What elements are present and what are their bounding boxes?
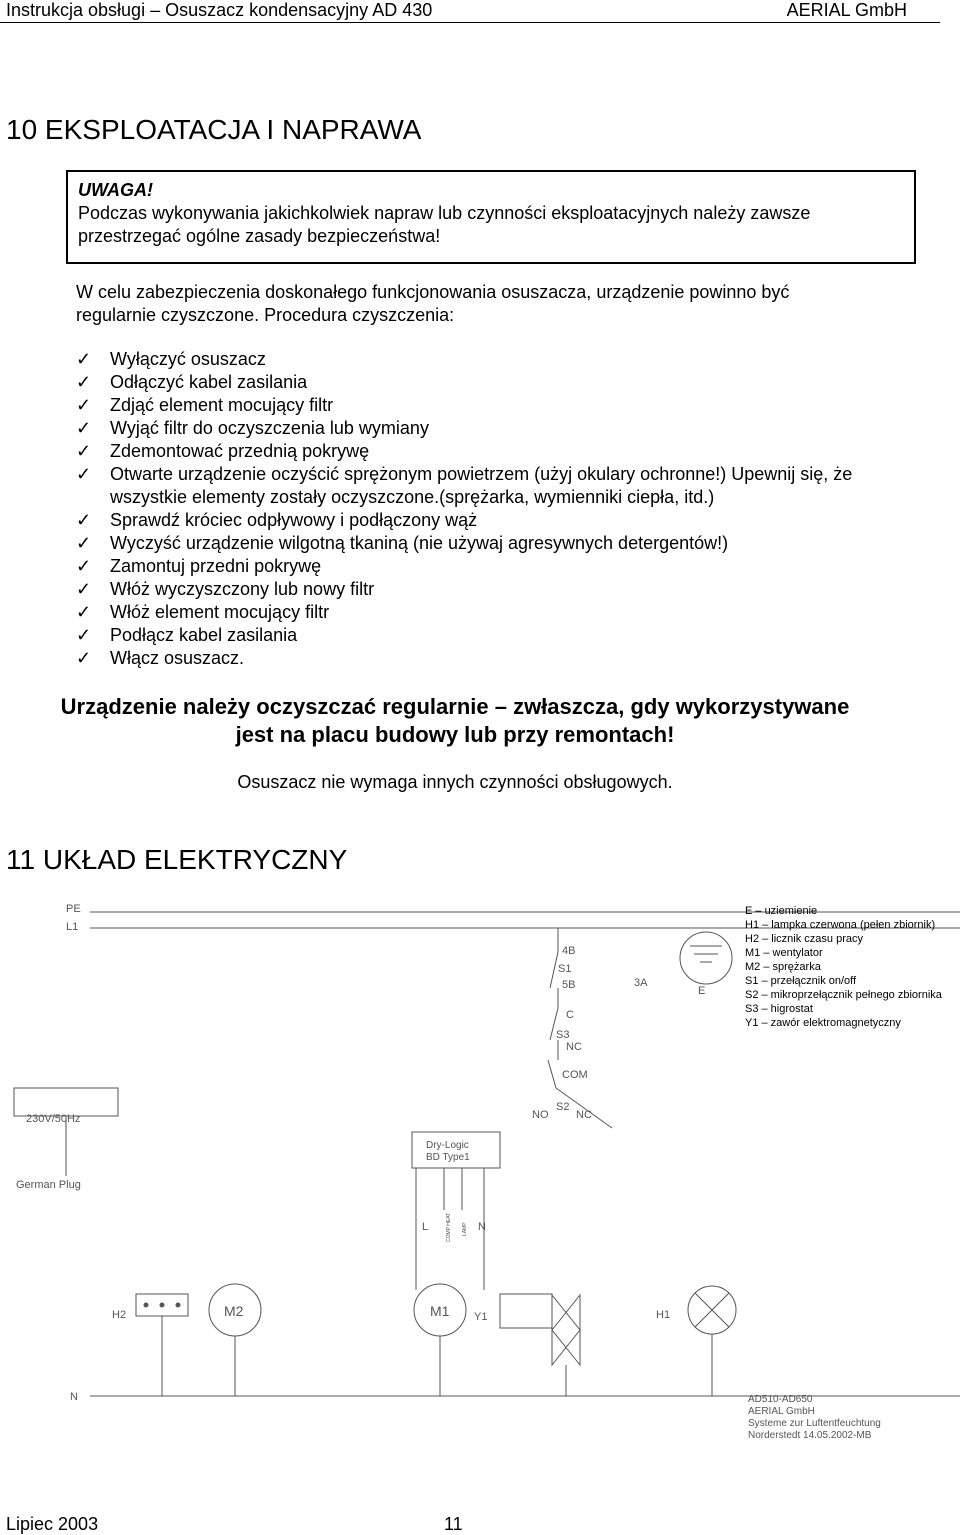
label-m2: M2 bbox=[224, 1303, 244, 1319]
label-no: NO bbox=[532, 1109, 549, 1121]
label-controller-2: BD Type1 bbox=[426, 1152, 470, 1163]
list-item: ✓ Otwarte urządzenie oczyścić sprężonym powietrzem (użyj okulary ochronne!) Upewnij się, że wszystkie elementy zostały oczyszczone.(sprężarka, wymienniki ciepła, itd.) bbox=[76, 464, 853, 507]
label-4b: 4B bbox=[562, 945, 576, 957]
bold-note-line-2: jest na placu budowy lub przy remontach! bbox=[235, 722, 675, 747]
list-item: ✓ Wyczyść urządzenie wilgotną tkaniną (nie używaj agresywnych detergentów!) bbox=[76, 533, 729, 553]
list-item: ✓ Włącz osuszacz. bbox=[76, 648, 245, 668]
list-item: ✓ Sprawdź króciec odpływowy i podłączony wąż bbox=[76, 510, 478, 530]
list-item: ✓ Podłącz kabel zasilania bbox=[76, 625, 298, 645]
list-item: ✓ Włóż element mocujący filtr bbox=[76, 602, 330, 622]
y1-valve bbox=[500, 1294, 552, 1328]
intro-line-1: W celu zabezpieczenia doskonałego funkcjonowania osuszacza, urządzenie powinno być bbox=[76, 282, 790, 302]
label-s1: S1 bbox=[558, 963, 572, 975]
label-supply: 230V/50Hz bbox=[26, 1113, 81, 1125]
warning-title: UWAGA! bbox=[78, 180, 153, 200]
label-term-lamp: LAMP bbox=[462, 1222, 468, 1236]
list-item: ✓ Wyłączyć osuszacz bbox=[76, 349, 266, 369]
label-e: E bbox=[698, 985, 706, 997]
h2-terminal bbox=[176, 1303, 181, 1308]
label-l1: L1 bbox=[66, 921, 79, 933]
h2-terminal bbox=[160, 1303, 165, 1308]
header-company: AERIAL GmbH bbox=[786, 0, 907, 20]
footer-date: Lipiec 2003 bbox=[6, 1514, 99, 1534]
warning-box bbox=[66, 170, 916, 264]
legend-item: H1 – lampka czerwona (pełen zbiornik) bbox=[745, 919, 936, 931]
check-icon: ✓ bbox=[76, 395, 92, 415]
warning-text-line-2: przestrzegać ogólne zasady bezpieczeństwa! bbox=[78, 226, 441, 246]
supply-box bbox=[14, 1088, 118, 1116]
maintenance-note: Osuszacz nie wymaga innych czynności obsługowych. bbox=[237, 772, 673, 792]
label-y1: Y1 bbox=[474, 1311, 488, 1323]
page-number: 11 bbox=[444, 1514, 463, 1534]
check-icon: ✓ bbox=[76, 648, 92, 668]
check-icon: ✓ bbox=[76, 510, 92, 530]
label-com: COM bbox=[562, 1069, 588, 1081]
legend-item: H2 – licznik czasu pracy bbox=[745, 933, 863, 945]
stamp-line-3: Systeme zur Luftentfeuchtung bbox=[748, 1418, 881, 1429]
label-controller-1: Dry-Logic bbox=[426, 1140, 469, 1151]
check-icon: ✓ bbox=[76, 602, 92, 622]
label-plug: German Plug bbox=[16, 1179, 81, 1191]
check-icon: ✓ bbox=[76, 349, 92, 369]
check-icon: ✓ bbox=[76, 625, 92, 645]
legend-item: Y1 – zawór elektromagnetyczny bbox=[745, 1017, 901, 1029]
label-s3: S3 bbox=[556, 1029, 570, 1041]
legend-item: M2 – sprężarka bbox=[745, 961, 821, 973]
earth-symbol bbox=[680, 932, 732, 984]
legend-item: E – uziemienie bbox=[745, 905, 818, 917]
valve-symbol bbox=[552, 1295, 580, 1365]
warning-text-line-1: Podczas wykonywania jakichkolwiek napraw lub czynności eksploatacyjnych należy zawsze bbox=[78, 203, 811, 223]
list-item: ✓ Wyjąć filtr do oczyszczenia lub wymiany bbox=[76, 418, 429, 438]
check-icon: ✓ bbox=[76, 556, 92, 576]
check-icon: ✓ bbox=[76, 441, 92, 461]
section-11-title: 11 UKŁAD ELEKTRYCZNY bbox=[6, 844, 348, 875]
header-title: Instrukcja obsługi – Osuszacz kondensacyjny AD 430 bbox=[6, 0, 433, 20]
label-nc-2: NC bbox=[576, 1109, 592, 1121]
label-n: N bbox=[70, 1391, 78, 1403]
label-pe: PE bbox=[66, 903, 81, 915]
bold-note-line-1: Urządzenie należy oczyszczać regularnie – zwłaszcza, gdy wykorzystywane bbox=[60, 694, 850, 719]
check-icon: ✓ bbox=[76, 464, 92, 484]
section-10-title: 10 EKSPLOATACJA I NAPRAWA bbox=[6, 114, 422, 145]
header-divider bbox=[0, 22, 940, 23]
legend-item: S2 – mikroprzełącznik pełnego zbiornika bbox=[745, 989, 942, 1001]
intro-line-2: regularnie czyszczone. Procedura czyszczenia: bbox=[76, 305, 455, 325]
check-icon: ✓ bbox=[76, 579, 92, 599]
label-nc-1: NC bbox=[566, 1041, 582, 1053]
h2-terminal bbox=[144, 1303, 149, 1308]
label-h1: H1 bbox=[656, 1309, 671, 1321]
diagram-legend bbox=[745, 904, 942, 1030]
check-icon: ✓ bbox=[76, 533, 92, 553]
label-h2: H2 bbox=[112, 1309, 127, 1321]
list-item: ✓ Zdjąć element mocujący filtr bbox=[76, 395, 334, 415]
check-icon: ✓ bbox=[76, 418, 92, 438]
list-item: ✓ Odłączyć kabel zasilania bbox=[76, 372, 308, 392]
bold-warning-note bbox=[0, 693, 910, 749]
label-term-comp: COMP HEAT bbox=[446, 1212, 452, 1242]
intro-paragraph bbox=[76, 281, 916, 327]
stamp-line-2: AERIAL GmbH bbox=[748, 1406, 815, 1417]
list-item: ✓ Zamontuj przedni pokrywę bbox=[76, 556, 322, 576]
check-icon: ✓ bbox=[76, 372, 92, 392]
label-term-l: L bbox=[422, 1221, 429, 1233]
stamp-line-4: Norderstedt 14.05.2002-MB bbox=[748, 1430, 872, 1441]
label-c: C bbox=[566, 1009, 574, 1021]
label-term-n: N bbox=[478, 1221, 486, 1233]
legend-item: M1 – wentylator bbox=[745, 947, 823, 959]
list-item: ✓ Zdemontować przednią pokrywę bbox=[76, 441, 370, 461]
cleaning-checklist bbox=[76, 348, 926, 670]
label-s2: S2 bbox=[556, 1101, 570, 1113]
list-item: ✓ Włóż wyczyszczony lub nowy filtr bbox=[76, 579, 375, 599]
label-m1: M1 bbox=[430, 1303, 450, 1319]
stamp-line-1: AD510-AD650 bbox=[748, 1394, 813, 1405]
label-5b: 5B bbox=[562, 979, 576, 991]
legend-item: S1 – przełącznik on/off bbox=[745, 975, 857, 987]
label-3a: 3A bbox=[634, 977, 648, 989]
legend-item: S3 – higrostat bbox=[745, 1003, 813, 1015]
